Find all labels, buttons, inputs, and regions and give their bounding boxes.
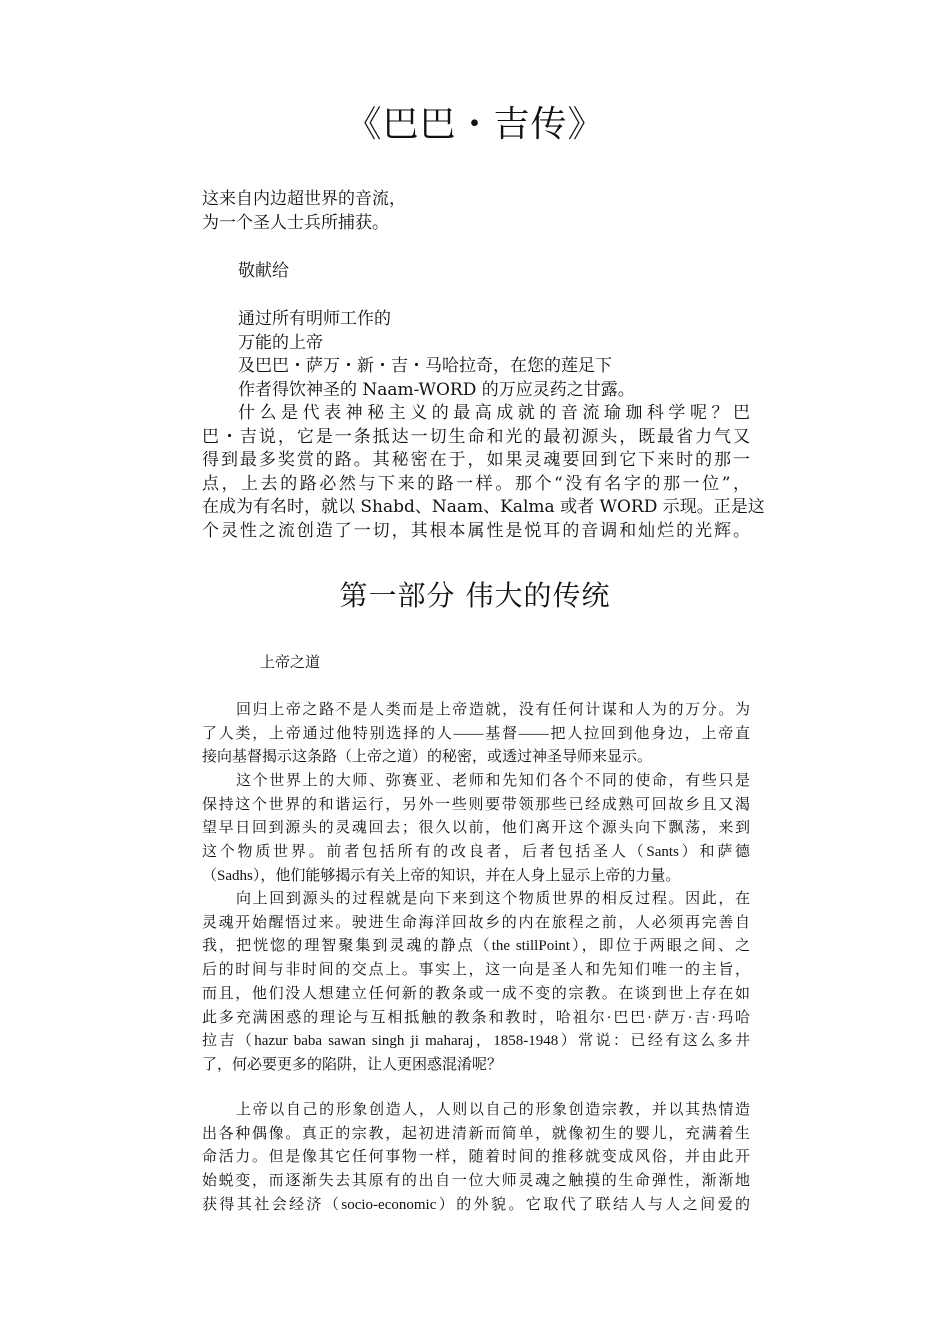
dedication-label-block <box>202 260 750 284</box>
intro-line: 个灵性之流创造了一切，其根本属性是悦耳的音调和灿烂的光辉。 <box>202 520 750 541</box>
intro-line: 巴・吉说，它是一条抵达一切生命和光的最初源头，既最省力气又 <box>202 426 750 447</box>
paragraph-line: 命活力。但是像其它任何事物一样，随着时间的推移就变成风俗，并由此开 <box>202 1149 750 1166</box>
paragraph-line: 接向基督揭示这条路（上帝之道）的秘密，或透过神圣导师来显示。 <box>202 749 653 766</box>
paragraph-4 <box>202 1099 750 1218</box>
paragraph-line: 回归上帝之路不是人类而是上帝造就，没有任何计谋和人为的万分。为 <box>236 702 750 718</box>
part-title: 第一部分 伟大的传统 <box>339 579 611 612</box>
intro-line: 什么是代表神秘主义的最高成就的音流瑜珈科学呢？巴 <box>238 403 750 423</box>
paragraph-line: 后的时间与非时间的交点上。事实上，这一向是圣人和先知们唯一的主旨， <box>202 962 750 979</box>
intro-line: 得到最多奖赏的路。其秘密在于，如果灵魂要回到它下来时的那一 <box>202 450 750 470</box>
paragraph-line: （Sadhs），他们能够揭示有关上帝的知识，并在人身上显示上帝的力量。 <box>202 867 681 884</box>
paragraph-line: 上帝以自己的形象创造人，人则以自己的形象创造宗教，并以其热情造 <box>236 1102 750 1118</box>
paragraph-3 <box>202 888 750 1078</box>
dedication-line: 万能的上帝 <box>238 332 323 353</box>
intro-paragraph <box>202 402 765 543</box>
paragraph-line: 而且，他们没人想建立任何新的教条或一成不变的宗教。在谈到世上存在如 <box>202 985 750 1002</box>
paragraph-line: 灵魂开始醒悟过来。驶进生命海洋回故乡的内在旅程之前，人必须再完善自 <box>202 914 750 931</box>
dedication <box>202 308 750 402</box>
dedication-label: 敬献给 <box>238 261 289 281</box>
book-title: 《巴巴・吉传》 <box>345 104 605 145</box>
paragraph-line: 获得其社会经济（socio-economic）的外貌。它取代了联结人与人之间爱的 <box>202 1196 750 1213</box>
paragraph-line: 此多充满困惑的理论与互相抵触的教条和教时，哈祖尔·巴巴·萨万·吉·玛哈 <box>202 1009 750 1026</box>
paragraph-line: 拉吉（hazur baba sawan singh ji maharaj，1858-1948）常说：已经有这么多井 <box>202 1033 750 1050</box>
intro-line: 点，上去的路必然与下来的路一样。那个“没有名字的那一位”， <box>202 473 750 494</box>
paragraph-1 <box>202 699 750 770</box>
epigraph-line: 这来自内边超世界的音流， <box>202 189 406 209</box>
paragraph-line: 出各种偶像。真正的宗教，起初进清新而简单，就像初生的婴儿，充满着生 <box>202 1125 750 1142</box>
intro-line: 在成为有名时，就以 Shabd、Naam、Kalma 或者 WORD 示现。正是这 <box>202 497 765 517</box>
dedication-line: 作者得饮神圣的 Naam-WORD 的万应灵药之甘露。 <box>238 379 635 400</box>
epigraph-line: 为一个圣人士兵所捕获。 <box>202 212 389 233</box>
epigraph <box>202 188 750 235</box>
paragraph-line: 望早日回到源头的灵魂回去；很久以前，他们离开这个源头向下飘荡，来到 <box>202 820 750 837</box>
paragraph-line: 保持这个世界的和谐运行，另外一些则要带领那些已经成熟可回故乡且又渴 <box>202 796 750 813</box>
paragraph-line: 这个物质世界。前者包括所有的改良者，后者包括圣人（Sants）和萨德 <box>202 844 750 861</box>
paragraph-line: 始蜕变，而逐渐失去其原有的出自一位大师灵魂之触摸的生命弹性，渐渐地 <box>202 1173 750 1190</box>
paragraph-line: 我，把恍惚的理智聚集到灵魂的静点（the stillPoint），即位于两眼之间、之 <box>202 938 750 955</box>
dedication-line: 及巴巴・萨万・新・吉・马哈拉奇，在您的莲足下 <box>238 356 612 376</box>
paragraph-2 <box>202 770 750 889</box>
paragraph-line: 这个世界上的大师、弥赛亚、老师和先知们各个不同的使命，有些只是 <box>236 773 750 789</box>
section-title: 上帝之道 <box>260 653 321 671</box>
dedication-line: 通过所有明师工作的 <box>238 309 391 329</box>
paragraph-line: 了，何必要更多的陷阱，让人更困惑混淆呢？ <box>202 1056 503 1073</box>
paragraph-line: 了人类，上帝通过他特别选择的人——基督——把人拉回到他身边，上帝直 <box>202 725 750 742</box>
paragraph-line: 向上回到源头的过程就是向下来到这个物质世界的相反过程。因此，在 <box>236 891 750 907</box>
